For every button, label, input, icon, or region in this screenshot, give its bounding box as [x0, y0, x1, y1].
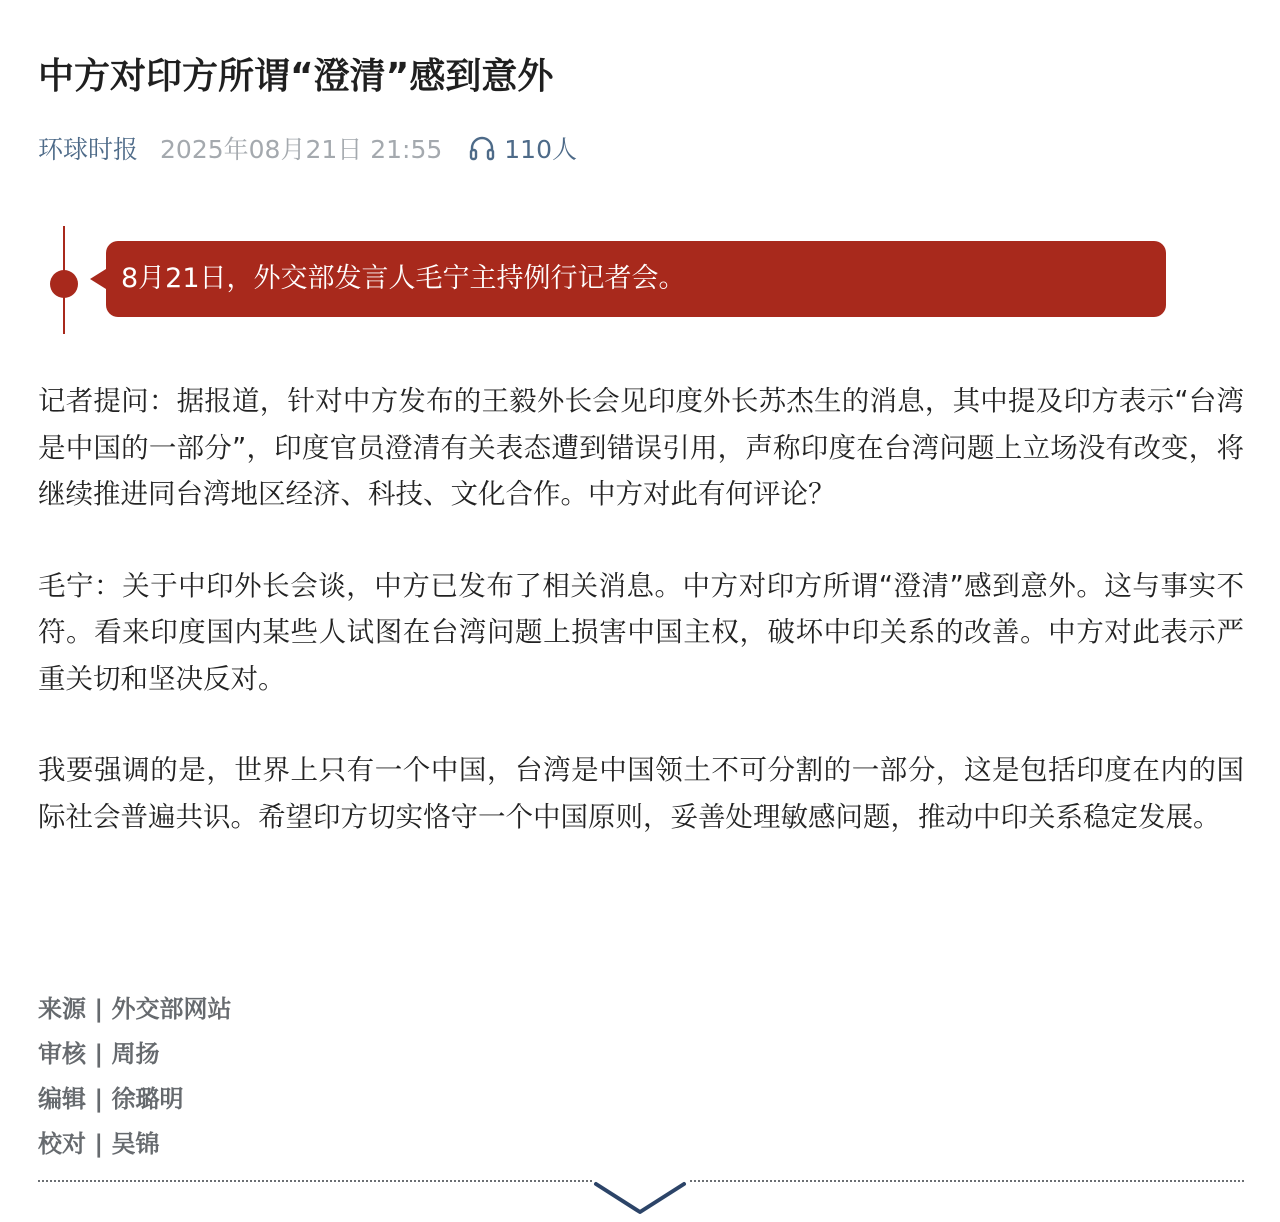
timeline-highlight: [38, 226, 1244, 334]
credit-reviewer: 审核 | 周扬: [38, 1040, 160, 1068]
headphones-icon: [468, 134, 496, 162]
article-meta: [38, 128, 577, 168]
article-credits: [38, 987, 231, 1167]
paragraph-answer: 毛宁：关于中印外长会谈，中方已发布了相关消息。中方对印方所谓“澄清”感到意外。这与事实不符。看来印度国内某些人试图在台湾问题上损害中国主权，破坏中印关系的改善。中方对此表示严重关切和坚决反对。: [38, 569, 1244, 695]
article-body: [38, 378, 1244, 885]
credit-editor: 编辑 | 徐璐明: [38, 1085, 184, 1113]
source-name[interactable]: 环球时报: [38, 135, 139, 164]
article-title: 中方对印方所谓“澄清”感到意外: [38, 56, 554, 97]
listener-count: 110人: [504, 135, 577, 164]
listen-button[interactable]: [468, 130, 577, 166]
expand-button[interactable]: [592, 1178, 688, 1218]
chevron-down-icon: [592, 1178, 688, 1218]
paragraph-emphasis: 我要强调的是，世界上只有一个中国，台湾是中国领土不可分割的一部分，这是包括印度在内的国际社会普遍共识。希望印方切实恪守一个中国原则，妥善处理敏感问题，推动中印关系稳定发展。: [38, 754, 1244, 833]
credit-proofreader: 校对 | 吴锦: [38, 1130, 160, 1158]
credit-source: 来源 | 外交部网站: [38, 995, 232, 1023]
paragraph-question: 记者提问：据报道，针对中方发布的王毅外长会见印度外长苏杰生的消息，其中提及印方表示“台湾是中国的一部分”，印度官员澄清有关表态遭到错误引用，声称印度在台湾问题上立场没有改变，将继续推进同台湾地区经济、科技、文化合作。中方对此有何评论？: [38, 385, 1244, 510]
highlight-callout: 8月21日，外交部发言人毛宁主持例行记者会。: [106, 241, 1166, 317]
publish-datetime: 2025年08月21日 21:55: [160, 135, 443, 164]
timeline-dot: [50, 270, 78, 298]
